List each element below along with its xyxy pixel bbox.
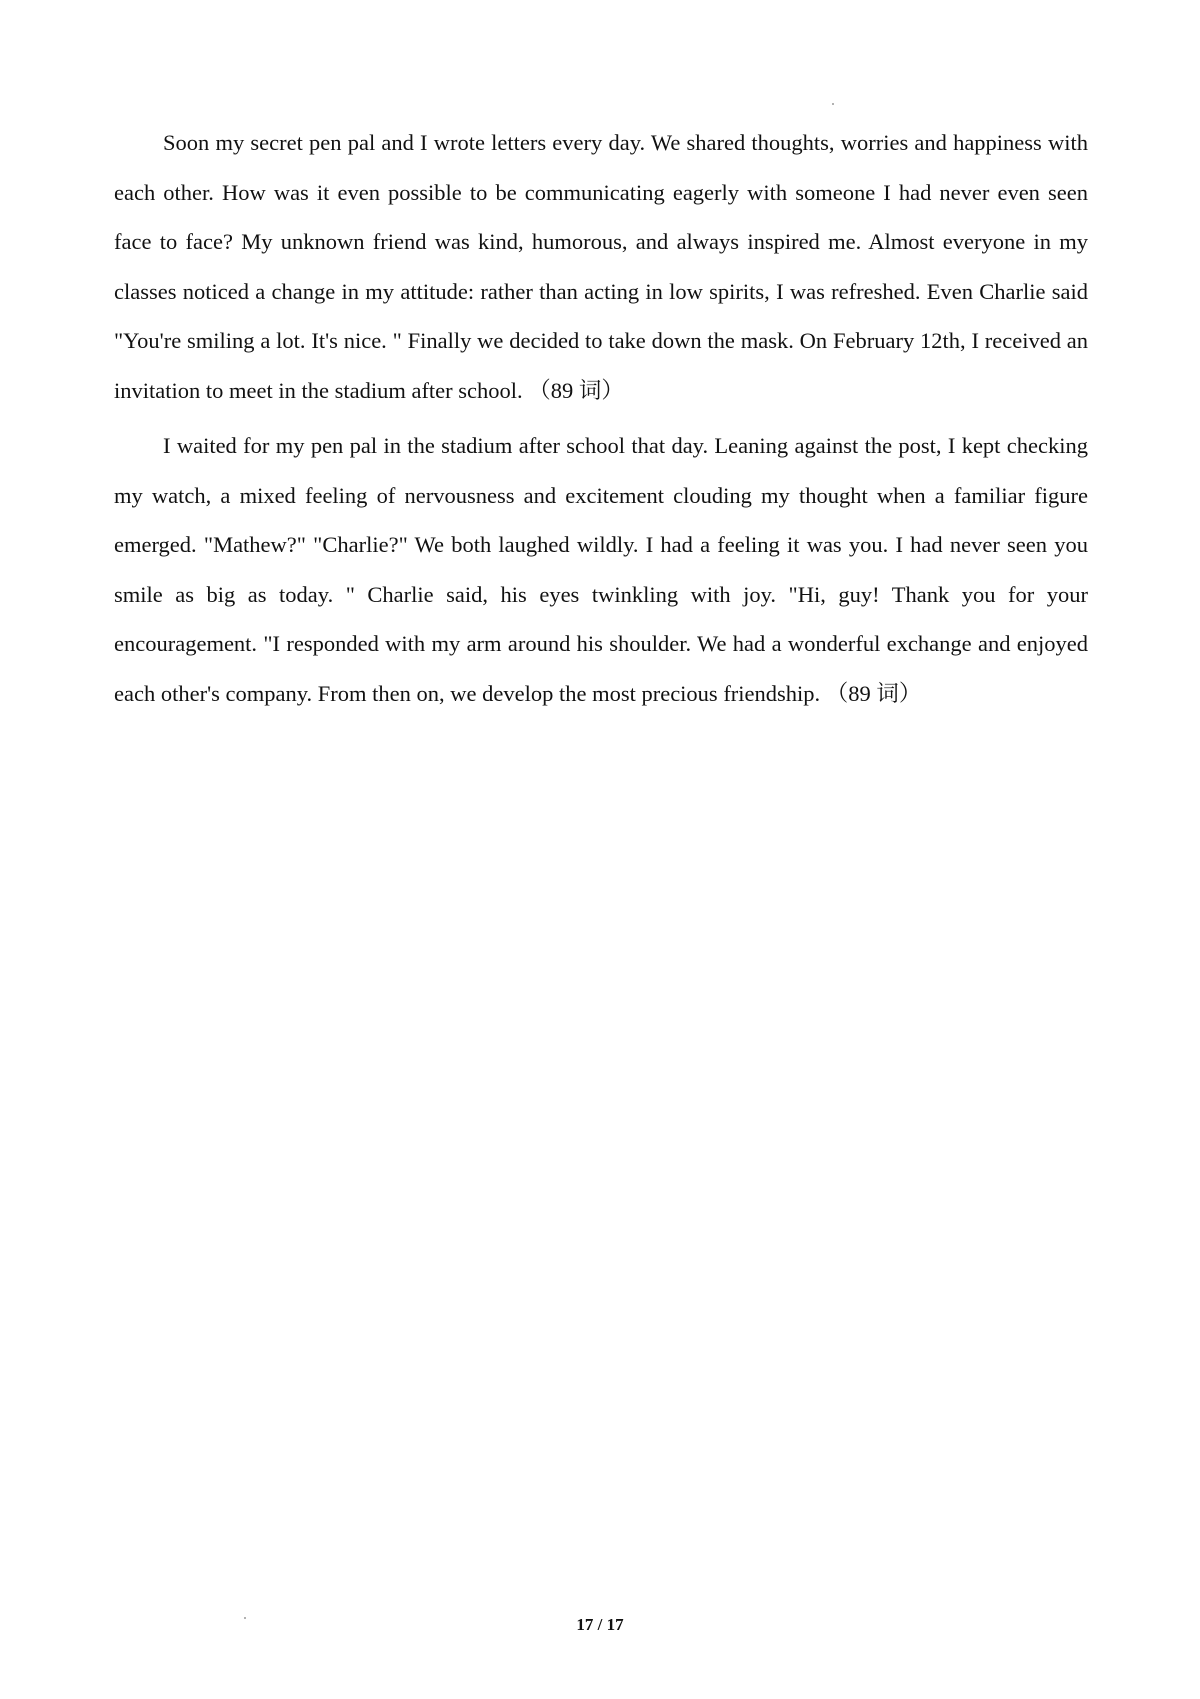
scan-speck — [832, 103, 834, 105]
paragraph-1-text: Soon my secret pen pal and I wrote letters every day. We shared thoughts, worries and happiness with each other. How was it even possible to be communicating eagerly with someone I had never even seen face to face? My unknown friend was kind, humorous, and always inspired me. Almost everyone in my classes noticed a change in my attitude: rather than acting in low spirits, I was refreshed. Even Charlie said "You're smiling a lot. It's nice. " Finally we decided to take down the mask. On February 12th, I received an invitation to meet in the stadium after school. — [114, 130, 1088, 403]
paragraph-1 — [114, 118, 1088, 415]
page-number: 17 / 17 — [576, 1615, 624, 1634]
paragraph-1-word-count: （89 词） — [528, 377, 624, 403]
document-body — [114, 118, 1088, 724]
paragraph-2-text: I waited for my pen pal in the stadium after school that day. Leaning against the post, I kept checking my watch, a mixed feeling of nervousness and excitement clouding my thought when a familiar figure emerged. "Mathew?" "Charlie?" We both laughed wildly. I had a feeling it was you. I had never seen you smile as big as today. " Charlie said, his eyes twinkling with joy. "Hi, guy! Thank you for your encouragement. "I responded with my arm around his shoulder. We had a wonderful exchange and enjoyed each other's company. From then on, we develop the most precious friendship. — [114, 433, 1088, 706]
paragraph-2 — [114, 421, 1088, 718]
paragraph-2-word-count: （89 词） — [825, 680, 922, 706]
